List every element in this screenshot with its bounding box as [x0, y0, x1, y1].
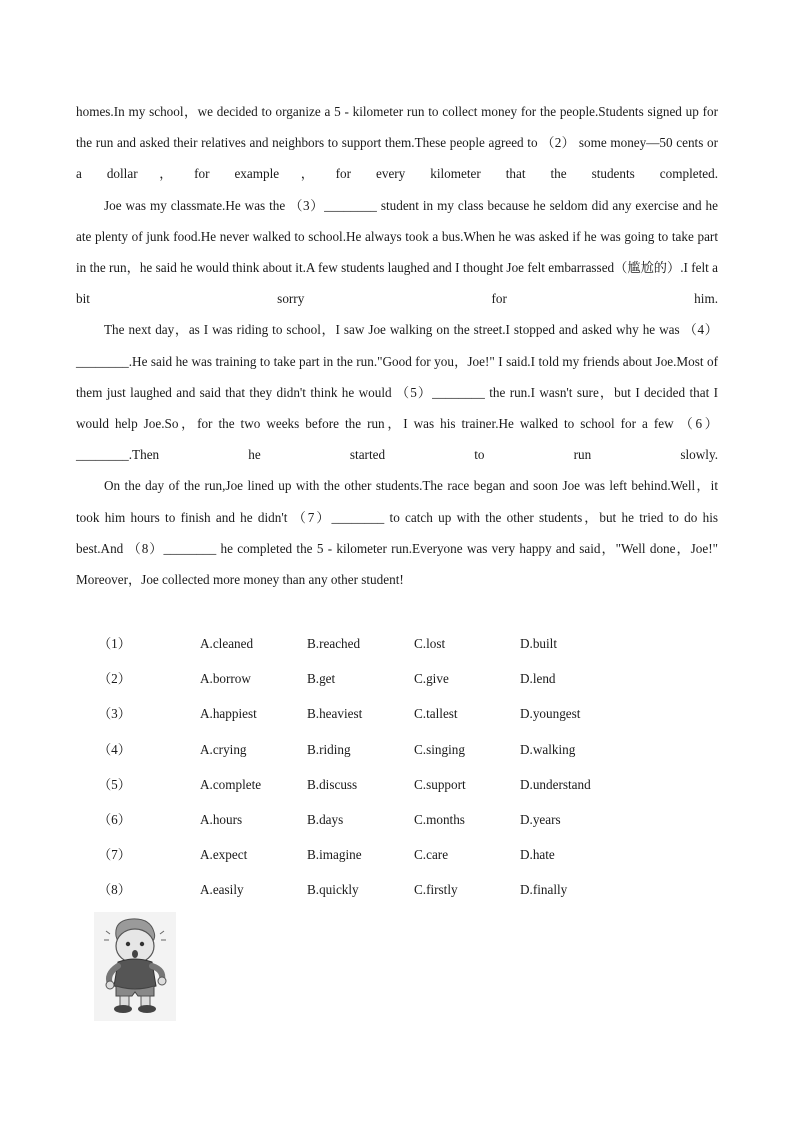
option-row-3 [98, 696, 658, 731]
passage-paragraph-2: Joe was my classmate.He was the （3）________ student in my class because he seldom did any exercise and he ate plenty of junk food.He never walked to school.He always took a bus.When he was asked if he was going to take part in the run，he said he would think about it.A few students laughed and I thought Joe felt embarrassed（尴尬的）.I felt a bit sorry for him. [76, 197, 718, 307]
question-number: （8） [98, 882, 131, 898]
option-a: A.cleaned [200, 636, 254, 651]
option-d: D.finally [520, 882, 568, 898]
option-row-7 [98, 837, 658, 872]
option-d: D.years [520, 811, 561, 827]
option-b: B.imagine [307, 847, 362, 863]
option-c: C.months [414, 811, 465, 827]
question-number: （1） [98, 636, 131, 651]
option-d: D.understand [520, 776, 591, 792]
option-a: A.complete [200, 776, 262, 792]
option-a: A.crying [200, 741, 247, 757]
question-number: （4） [98, 741, 131, 757]
option-b: B.riding [307, 741, 351, 757]
option-row-1 [98, 626, 658, 661]
question-number: （2） [98, 671, 131, 687]
running-boy-illustration [94, 912, 176, 1021]
option-c: C.give [414, 671, 449, 687]
option-a: A.hours [200, 811, 243, 827]
option-c: C.care [414, 847, 449, 863]
running-boy-icon [94, 912, 176, 1021]
passage-text [76, 96, 718, 595]
option-a: A.happiest [200, 706, 257, 722]
option-c: C.lost [414, 636, 446, 651]
question-number: （5） [98, 776, 131, 792]
option-b: B.discuss [307, 776, 358, 792]
option-a: A.easily [200, 882, 244, 898]
question-number: （6） [98, 811, 131, 827]
option-d: D.built [520, 636, 557, 651]
option-row-2 [98, 661, 658, 696]
answer-options-table [98, 626, 658, 908]
option-b: B.heaviest [307, 706, 363, 722]
option-c: C.singing [414, 741, 465, 757]
option-a: A.expect [200, 847, 248, 863]
option-d: D.walking [520, 741, 576, 757]
option-c: C.support [414, 776, 466, 792]
question-number: （7） [98, 847, 131, 863]
option-row-5 [98, 767, 658, 802]
option-d: D.youngest [520, 706, 581, 722]
option-row-8 [98, 872, 658, 907]
option-d: D.hate [520, 847, 555, 863]
option-d: D.lend [520, 671, 556, 687]
question-number: （3） [98, 706, 131, 722]
option-a: A.borrow [200, 671, 251, 687]
passage-paragraph-1: homes.In my school，we decided to organize a 5 - kilometer run to collect money for the people.Students signed up for the run and asked their relatives and neighbors to support them.These people agreed to （2） some money—50 cents or a dollar，for example，for every kilometer that the students completed. [76, 104, 718, 182]
option-b: B.get [307, 671, 336, 687]
passage-paragraph-3: The next day，as I was riding to school，I saw Joe walking on the street.I stopped and asked why he was （4）________.He said he was training to take part in the run."Good for you，Joe!" I said.I told my friends about Joe.Most of them just laughed and said that they didn't think he would （5）________ the run.I wasn't sure，but I decided that I would help Joe.So，for the two weeks before the run，I was his trainer.He walked to school for a few （6）________.Then he started to run slowly. [76, 322, 718, 463]
option-c: C.tallest [414, 706, 458, 722]
option-b: B.quickly [307, 882, 359, 898]
passage-paragraph-4: On the day of the run,Joe lined up with the other students.The race began and soon Joe was left behind.Well，it took him hours to finish and he didn't （7）________ to catch up with the other students，but he tried to do his best.And （8）________ he completed the 5 - kilometer run.Everyone was very happy and said，"Well done，Joe!" Moreover，Joe collected more money than any other student! [76, 478, 718, 588]
option-b: B.days [307, 811, 344, 827]
option-b: B.reached [307, 636, 361, 651]
option-row-6 [98, 802, 658, 837]
option-row-4 [98, 732, 658, 767]
option-c: C.firstly [414, 882, 458, 898]
